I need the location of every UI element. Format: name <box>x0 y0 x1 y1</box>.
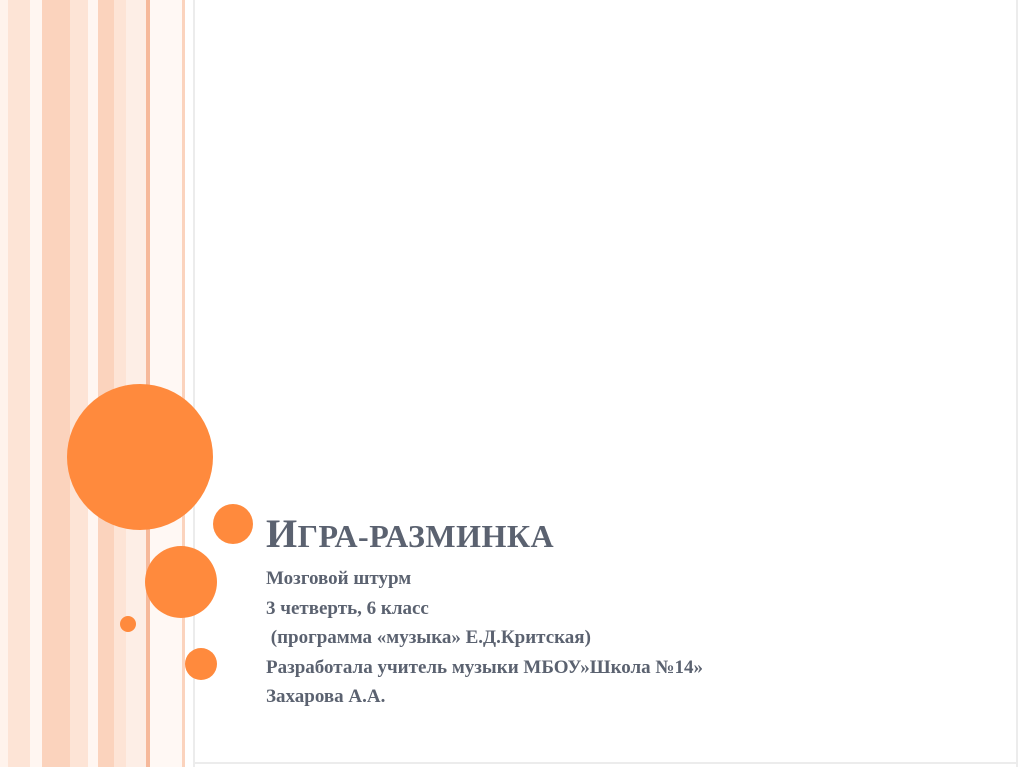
decorative-stripe <box>42 0 70 767</box>
frame-line-right <box>1016 0 1018 767</box>
decorative-stripe <box>0 0 8 767</box>
frame-line-bottom <box>193 762 1018 764</box>
decorative-stripe <box>98 0 114 767</box>
tiny-circle <box>120 616 136 632</box>
subtitle-line: Мозговой штурм <box>266 568 412 589</box>
slide-title <box>266 510 554 557</box>
decorative-stripe <box>30 0 42 767</box>
large-circle <box>67 384 213 530</box>
decorative-stripe <box>8 0 30 767</box>
medium-circle <box>145 546 217 618</box>
decorative-stripe <box>88 0 98 767</box>
decorative-stripe <box>70 0 88 767</box>
subtitle-line: (программа «музыка» Е.Д.Критская) <box>266 627 591 648</box>
small-circle <box>213 504 253 544</box>
slide-subtitle <box>266 564 703 712</box>
small-circle <box>185 648 217 680</box>
slide-title-initial: И <box>266 511 298 556</box>
decorative-stripe <box>182 0 185 767</box>
subtitle-line: Захарова А.А. <box>266 686 386 707</box>
subtitle-line: 3 четверть, 6 класс <box>266 597 429 619</box>
subtitle-line: Разработала учитель музыки МБОУ»Школа №14» <box>266 656 704 678</box>
slide-title-rest: ГРА-РАЗМИНКА <box>297 518 555 554</box>
decorative-stripe <box>150 0 182 767</box>
decorative-stripe <box>114 0 126 767</box>
